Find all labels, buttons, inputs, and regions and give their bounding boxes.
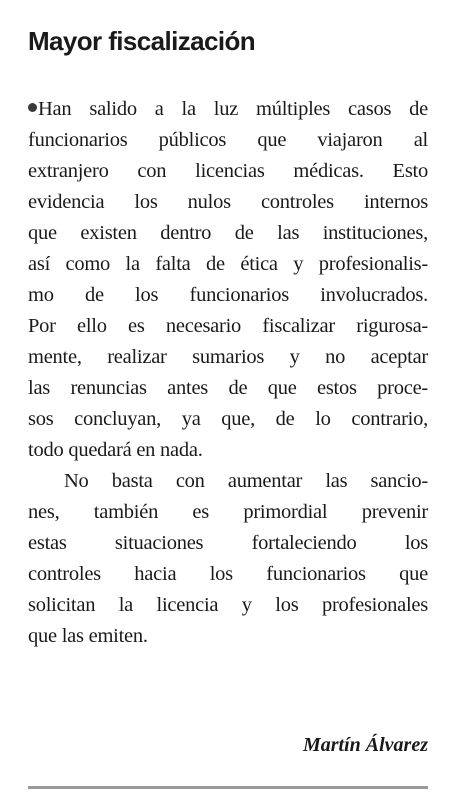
- divider: [28, 786, 428, 789]
- body-line: estas situaciones fortaleciendo los: [28, 532, 428, 554]
- letter-body: [28, 94, 428, 652]
- body-line: que existen dentro de las instituciones,: [28, 222, 428, 244]
- body-line: extranjero con licencias médicas. Esto: [28, 160, 428, 182]
- body-line: No basta con aumentar las sancio-: [64, 470, 428, 492]
- body-line: controles hacia los funcionarios que: [28, 563, 428, 585]
- body-line: mo de los funcionarios involucrados.: [28, 284, 428, 306]
- body-line: que las emiten.: [28, 625, 148, 647]
- body-line: todo quedará en nada.: [28, 439, 203, 461]
- body-line: evidencia los nulos controles internos: [28, 191, 428, 213]
- body-line: funcionarios públicos que viajaron al: [28, 129, 428, 151]
- body-line: mente, realizar sumarios y no aceptar: [28, 346, 428, 368]
- body-line: así como la falta de ética y profesionalis-: [28, 253, 428, 275]
- author-signature: Martín Álvarez: [302, 734, 428, 756]
- headline: Mayor fiscalización: [28, 26, 256, 56]
- bullet-icon: [28, 103, 37, 112]
- body-line: Por ello es necesario fiscalizar rigurosa-: [28, 315, 428, 337]
- body-line: nes, también es primordial prevenir: [28, 501, 428, 523]
- body-line: solicitan la licencia y los profesionales: [28, 594, 428, 616]
- body-line: sos concluyan, ya que, de lo contrario,: [28, 408, 428, 430]
- body-line: las renuncias antes de que estos proce-: [28, 377, 428, 399]
- body-line: Han salido a la luz múltiples casos de: [28, 94, 428, 125]
